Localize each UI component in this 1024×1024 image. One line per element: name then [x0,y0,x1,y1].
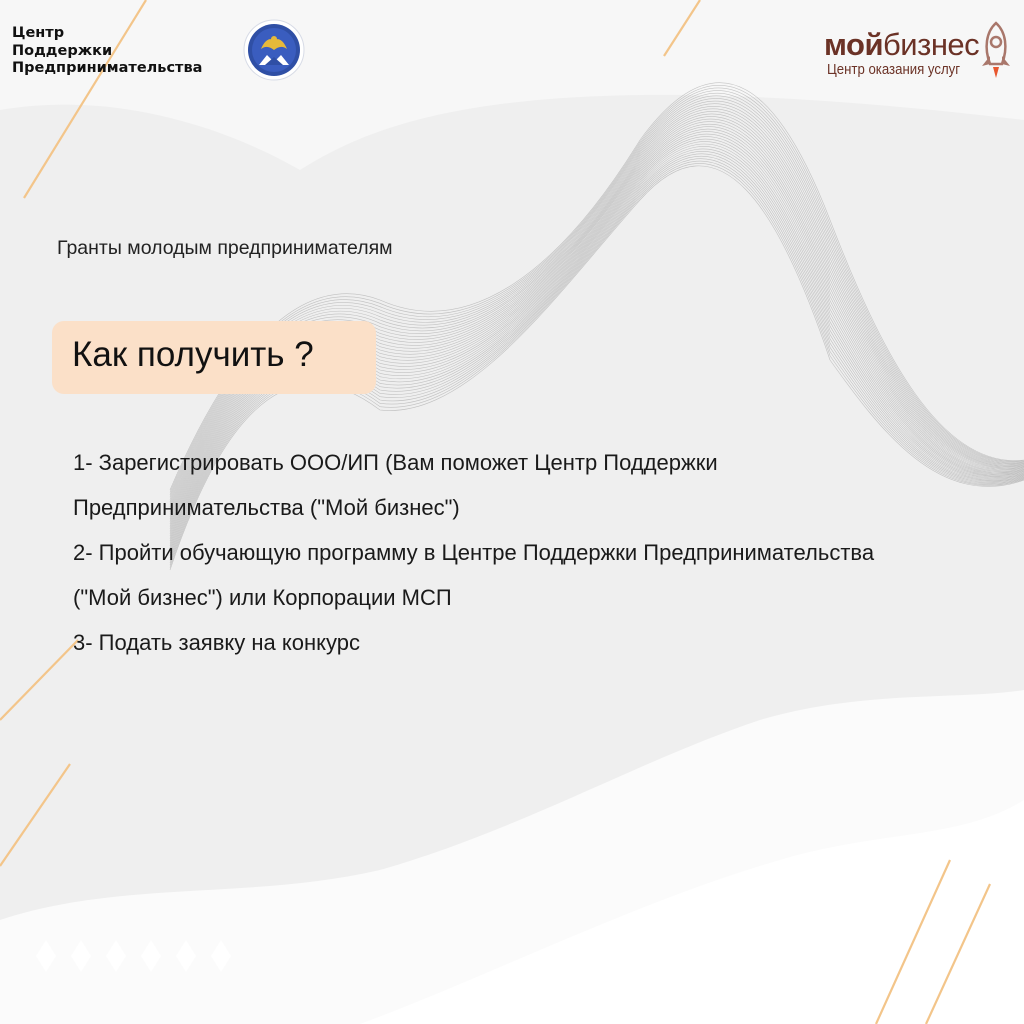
rocket-icon [976,20,1016,82]
diamond-shape [211,940,231,972]
step-line: 3- Подать заявку на конкурс [73,630,360,655]
page-heading: Как получить ? [72,335,314,374]
org-name-line-1: Центр [12,25,65,41]
diamond-decoration [34,938,234,974]
brand-wordmark [824,28,979,62]
brand-subtitle: Центр оказания услуг [827,61,961,78]
brand-word-regular: бизнес [883,27,980,62]
diamond-shape [36,940,56,972]
org-name [12,25,202,78]
steps-list [73,440,1003,665]
brand-logo [824,28,979,78]
diamond-shape [141,940,161,972]
step-line: Предпринимательства ("Мой бизнес") [73,495,460,520]
step-line: 1- Зарегистрировать ООО/ИП (Вам поможет Центр Поддержки [73,450,718,475]
org-name-line-2: Поддержки [12,42,113,59]
step-line: 2- Пройти обучающую программу в Центре Поддержки Предпринимательства [73,540,875,565]
page-subtitle: Гранты молодым предпринимателям [57,237,393,259]
diamond-shape [71,940,91,972]
dagestan-emblem-icon [243,19,305,81]
org-name-line-3: Предпринимательства [12,60,203,76]
diamond-shape [106,940,126,972]
diamond-shape [176,940,196,972]
step-line: ("Мой бизнес") или Корпорации МСП [73,585,452,610]
brand-word-bold: мой [824,27,884,62]
